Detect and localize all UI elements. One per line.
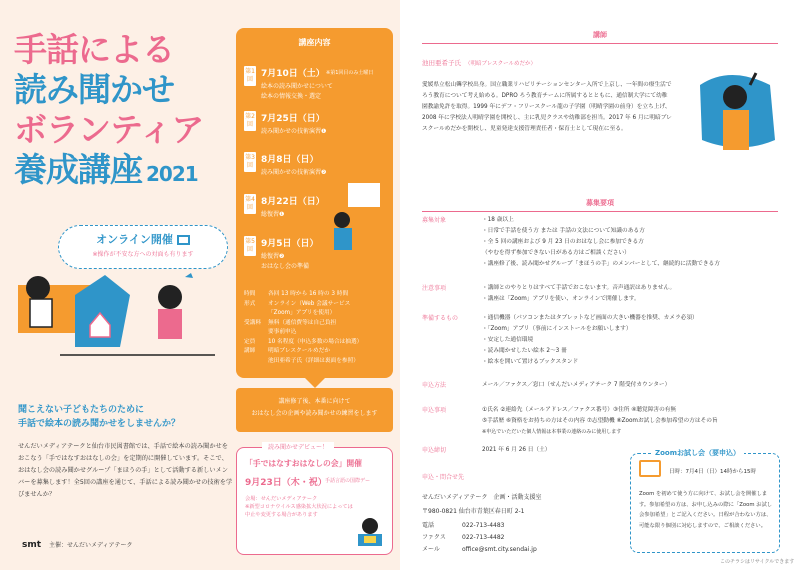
title-line-1: 手話による <box>14 30 174 69</box>
session-topic: 総復習❶ <box>261 211 285 218</box>
detail-row <box>244 319 386 329</box>
session-number: 第5回 <box>244 236 256 256</box>
recruit-heading: 募集要項 <box>422 198 778 212</box>
req-text-prepare <box>482 313 782 368</box>
debut-venue-line: ※新型コロナウイルス感染拡大状況によっては <box>245 504 353 510</box>
contact-address: 〒980-0821 仙台市青葉区春日町 2-1 <box>422 508 525 515</box>
req-line: ・講座修了後、読み聞かせグループ「まほうの手」のメンバーとして、継続的に活動できる方 <box>482 261 720 267</box>
session-date: 9月5日（日） <box>261 239 319 249</box>
detail-key <box>244 328 268 338</box>
session-date: 7月25日（日） <box>261 114 325 124</box>
req-line: ・講座は「Zoom」アプリを使い、オンラインで開催します。 <box>482 296 640 302</box>
contact-value: 022-713-4483 <box>462 522 505 529</box>
detail-value: 各回 13 時から 16 時の 3 時間 <box>268 291 349 297</box>
req-label-deadline: 申込締切 <box>422 447 447 454</box>
online-badge-main <box>59 231 227 247</box>
detail-value: 10 名程度（申込多数の場合は抽選） <box>268 338 363 345</box>
contact-key: メール <box>422 546 440 553</box>
lecturer-name <box>422 58 536 67</box>
reader-head-icon <box>334 212 350 228</box>
smt-logo: smt <box>22 540 42 550</box>
detail-key: 時間 <box>244 291 256 297</box>
contact-org: せんだいメディアテーク 企画・活動支援室 <box>422 494 542 501</box>
detail-value: 無料（通信費等は自己負担 <box>268 319 337 326</box>
course-footer-line: おはなし会の企画や読み聞かせの練習をします <box>251 410 378 417</box>
person-head-icon <box>26 276 50 300</box>
sign-language-illustration <box>0 255 235 385</box>
child-head-icon <box>158 285 182 309</box>
arrow-down-icon <box>305 378 325 388</box>
detail-row <box>244 347 386 357</box>
req-label-method: 申込方法 <box>422 382 447 389</box>
detail-row <box>244 328 386 338</box>
contact-fax <box>422 532 505 541</box>
reader-body <box>334 228 352 250</box>
detail-value: 「Zoom」アプリを使用） <box>268 310 336 316</box>
bird-icon <box>185 273 193 278</box>
back-panel <box>400 0 800 570</box>
req-line: 2021 年 6 月 26 日（土） <box>482 447 551 453</box>
req-label-prepare: 準備するもの <box>422 315 459 322</box>
req-line: ・全 5 回の講座および 9 月 23 日のおはなし会に参加できる方 <box>482 239 644 245</box>
title-line-4-text: 養成講座 <box>14 150 142 189</box>
session-number: 第1回 <box>244 66 256 86</box>
req-text-target <box>482 215 782 270</box>
session-topic: 総復習❷ <box>261 253 285 260</box>
req-line: （やむを得ず参加できない日がある方はご相談ください） <box>482 250 630 256</box>
lecturer-head-icon <box>723 85 747 109</box>
course-title: 講座内容 <box>298 38 331 47</box>
debut-venue-line: 会場：せんだいメディアテーク <box>245 496 318 502</box>
debut-event <box>236 444 393 555</box>
debut-title: 「手ではなすおはなしの会」開催 <box>245 459 362 468</box>
title-year: 2021 <box>146 162 198 186</box>
contact-phone <box>422 520 505 529</box>
req-text-deadline <box>482 445 622 456</box>
recycle-note: このチラシはリサイクルできます <box>720 559 795 565</box>
session-number: 第4回 <box>244 194 256 214</box>
child-head-icon <box>362 518 378 534</box>
req-line: メール／ファクス／窓口（せんだいメディアテーク 7 階受付カウンター） <box>482 382 671 388</box>
debut-venue <box>245 495 353 519</box>
req-line: ・講師とのやりとりはすべて手話でおこないます。音声通訳はありません。 <box>482 285 676 291</box>
book-icon <box>364 536 376 543</box>
session-date: 7月10日（土） <box>261 69 325 79</box>
title-line-4 <box>14 150 234 194</box>
course-footer-line: 講座修了後、本番に向けて <box>278 398 351 405</box>
person-body <box>30 299 52 327</box>
detail-key <box>244 357 268 367</box>
contact-key: ファクス <box>422 534 446 541</box>
req-label-items: 申込事項 <box>422 407 447 414</box>
course-footer <box>236 388 393 432</box>
detail-key: 定員 <box>244 338 256 345</box>
req-label-target: 募集対象 <box>422 217 447 224</box>
session-topic: おはなし会の準備 <box>261 263 310 270</box>
req-text-method <box>482 380 782 391</box>
debut-heading: 読み聞かせデビュー！ <box>262 442 334 451</box>
req-line: ・絵本を開いて置けるブックスタンド <box>482 359 579 365</box>
zoom-trial-box <box>630 449 780 553</box>
session-date: 8月8日（日） <box>261 155 319 165</box>
session-note: ※第1回目のみ土曜日 <box>326 70 374 76</box>
event-title <box>14 30 234 194</box>
session-number: 第2回 <box>244 111 256 131</box>
lecturer-role: （明暗ブレスクールめだか） <box>465 61 537 67</box>
zoom-date: 日時：7月4日（日）14時から15時 <box>669 469 756 475</box>
detail-value: 明暗ブレスクールめだか <box>268 348 331 354</box>
contact-value[interactable]: office@smt.city.sendai.jp <box>462 546 537 553</box>
debut-note: 手話言語の国際デー <box>325 478 371 484</box>
session-topic: 絵本の情報交換・選定 <box>261 93 322 100</box>
session-topic: 絵本の読み聞かせについて <box>261 83 333 90</box>
contact-value: 022-713-4482 <box>462 534 505 541</box>
req-text-notes <box>482 283 782 305</box>
detail-value: 要事前申込 <box>268 329 297 335</box>
lecturer-heading: 講師 <box>422 30 778 44</box>
req-label-notes: 注意事項 <box>422 285 447 292</box>
req-line: ・「Zoom」アプリ（事前にインストールをお願いします） <box>482 326 632 332</box>
title-line-2: 読み聞かせ <box>14 70 174 109</box>
lecturer-name-text: 池田亜希子氏 <box>422 59 461 67</box>
detail-key: 講師 <box>244 348 256 354</box>
session-topic: 読み聞かせの技術演習❷ <box>261 169 327 176</box>
reading-person-illustration <box>328 178 388 268</box>
child-body <box>158 309 182 339</box>
title-line-3: ボランティア <box>14 110 204 149</box>
detail-key <box>244 309 268 319</box>
lecturer-illustration <box>690 55 785 165</box>
req-line: ・通信機器（パソコンまたはタブレットなど画面の大きい機器を推奨、カメラ必須） <box>482 315 698 321</box>
lecturer-bio: 愛媛県立松山聾学校出身。国立職業リハビリテーションセンター入所で上京し、一年間の療生活でろう教育について考え始める。DPRO ろう教育チームに所属するとともに、通信制大学にて幼稚園教諭免許を取得。1999 年にデフ・フリースクール龍の子学園（明晴学園の前身）を立ち上げ、2008 年に学校法人明晴学園を開校し、主に乳児クラスや幼稚部を担当。2017 年 6 月に明暗ブレスクールめだかを開校し、児童発達支援管理責任者・保育士として現在に至る。 <box>422 82 672 132</box>
child-reading-illustration <box>352 516 388 550</box>
detail-value: オンライン（Web 会議サービス <box>268 300 351 307</box>
intro-question: 聞こえない子どもたちのために 手話で絵本の読み聞かせをしませんか？ <box>18 405 181 429</box>
session-topic: 読み聞かせの技術演習❶ <box>261 128 327 135</box>
req-text-items <box>482 405 782 438</box>
organizer-text: 主催：せんだいメディアテーク <box>48 542 133 549</box>
req-line: ・日常で手話を使う方 または 手話の文法について知識のある方 <box>482 228 645 234</box>
organizer <box>22 540 133 550</box>
req-line: ①氏名 ②連絡先（メールアドレス／ファクス番号）③住所 ④聴覚障害の有無 <box>482 407 677 413</box>
monitor-icon <box>639 460 661 477</box>
req-line: ・18 歳以上 <box>482 217 514 223</box>
course-schedule <box>236 28 393 378</box>
req-line: ・読み聞かせしたい絵本 2〜3 冊 <box>482 348 567 354</box>
debut-date: 9月23日（木・祝） <box>245 478 327 488</box>
detail-key: 受講料 <box>244 319 262 326</box>
zoom-body: Zoom を初めて使う方に向けて、お試し会を開催します。参加希望の方は、お申し込みの際に「Zoom お試し会参加希望」とご記入ください。日程が合わない方は、可能な限り個別に対応しますので、ご相談ください。 <box>639 491 773 529</box>
online-badge-text: オンライン開催 <box>96 233 173 246</box>
detail-row <box>244 309 386 319</box>
req-line: ※申込でいただいた個人情報は本事業の連絡のみに使用します <box>482 429 622 435</box>
monitor-icon <box>177 235 190 245</box>
detail-key: 形式 <box>244 300 256 307</box>
book-icon <box>348 183 380 207</box>
detail-row <box>244 338 386 348</box>
contact-key: 電話 <box>422 522 435 529</box>
contact-label: 申込・問合せ先 <box>422 474 465 481</box>
lecturer-body <box>723 110 749 150</box>
detail-row <box>244 357 386 367</box>
req-line: ・安定した通信環境 <box>482 337 534 343</box>
intro-body: せんだいメディアテークと仙台市民図書館では、手話で絵本の読み聞かせをおこなう「手ではなすおはなしの会」を定期的に開催しています。そこで、おはなし会の読み聞かせグループ「まほうの手」として活動する新しいメンバーを募集します！全5回の講座を通じて、手話による読み聞かせの技術を学びませんか？ <box>18 443 233 498</box>
online-badge-note: ※操作が不安な方への対面も有ります <box>92 251 194 258</box>
detail-row <box>244 290 386 300</box>
intro-section <box>18 403 233 501</box>
session-date: 8月22日（日） <box>261 197 325 207</box>
detail-row <box>244 300 386 310</box>
course-details <box>244 290 386 366</box>
debut-venue-line: 中止や変更する場合があります <box>245 512 318 518</box>
zoom-title: Zoomお試し会（要申込） <box>651 448 744 458</box>
contact-email <box>422 544 537 553</box>
detail-value: 池田亜希子氏（詳細は裏面を参照） <box>268 357 359 364</box>
session-number: 第3回 <box>244 152 256 172</box>
req-line: ⑤手話歴 ⑥資格をお持ちの方はその内容 ⑦志望動機 ⑧Zoomお試し会参加希望の方はその旨 <box>482 418 718 424</box>
